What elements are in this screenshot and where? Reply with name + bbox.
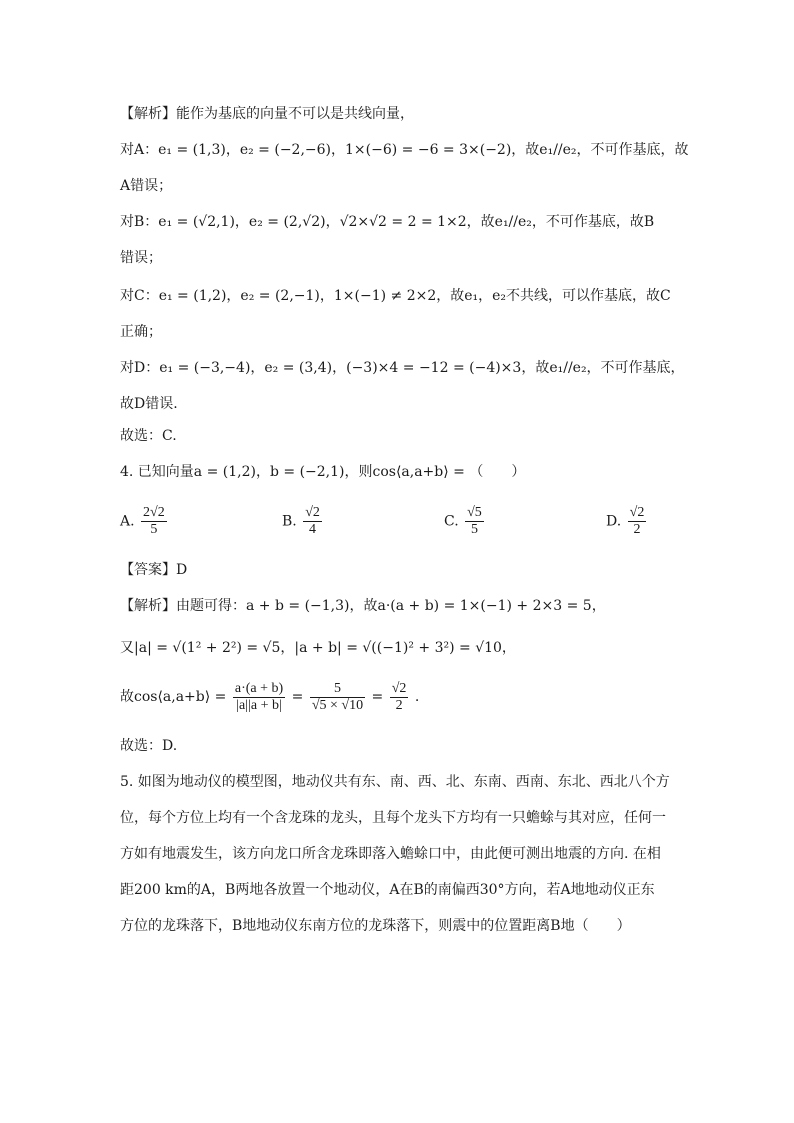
- formula-fraction: [390, 681, 409, 714]
- option-label: B.: [282, 513, 297, 530]
- analysis-line: 【解析】能作为基底的向量不可以是共线向量，: [120, 106, 414, 122]
- analysis-line: 对D：e₁ = (−3,−4)，e₂ = (3,4)，(−3)×4 = −12 = (−4)×3，故e₁//e₂，不可作基底，: [120, 360, 685, 376]
- question-5-line: 5. 如图为地动仪的模型图，地动仪共有东、南、西、北、东南、西南、东北、西北八个方: [120, 774, 670, 790]
- analysis-line: 故D错误.: [120, 396, 178, 412]
- question-5-line: 位，每个方位上均有一个含龙珠的龙头，且每个龙头下方均有一只蟾蜍与其对应，任何一: [120, 810, 666, 826]
- option-fraction: [141, 505, 167, 538]
- equals-sign: =: [371, 689, 384, 705]
- fraction-numerator: √2: [391, 680, 407, 696]
- fraction-denominator: 5: [470, 522, 478, 537]
- option-label: C.: [444, 513, 459, 530]
- equals-sign: =: [291, 689, 304, 705]
- formula-prefix: 故cos⟨a,a+b⟩ =: [120, 689, 227, 705]
- fraction-numerator: √5: [467, 505, 482, 520]
- fraction-denominator: 4: [309, 522, 317, 537]
- fraction-denominator: 5: [150, 522, 158, 537]
- fraction-denominator: |a||a + b|: [236, 697, 282, 713]
- analysis-line: 对C：e₁ = (1,2)，e₂ = (2,−1)，1×(−1) ≠ 2×2，故e₁，e₂不共线，可以作基底，故C: [120, 288, 671, 304]
- option-fraction: [465, 505, 484, 538]
- fraction-denominator: √5 × √10: [311, 697, 364, 713]
- analysis-line: 正确；: [120, 324, 162, 340]
- fraction-numerator: a·(a + b): [234, 680, 284, 696]
- option-c: [444, 505, 486, 538]
- fraction-numerator: 5: [310, 681, 365, 698]
- analysis-line: 对B：e₁ = (√2,1)，e₂ = (2,√2)，√2×√2 = 2 = 1×2，故e₁//e₂，不可作基底，故B: [120, 214, 655, 230]
- fraction-numerator: √2: [629, 505, 645, 520]
- option-label: A.: [120, 513, 135, 530]
- formula-end: .: [414, 689, 420, 705]
- option-fraction: [303, 505, 322, 538]
- analysis-line: 对A：e₁ = (1,3)，e₂ = (−2,−6)，1×(−6) = −6 = 3×(−2)，故e₁//e₂，不可作基底，故: [120, 142, 689, 158]
- analysis-line: A错误；: [120, 178, 173, 194]
- analysis-line: 错误；: [120, 250, 162, 266]
- question-4-stem: 4. 已知向量a = (1,2)，b = (−2,1)，则cos⟨a,a+b⟩ = （ ）: [120, 464, 526, 480]
- answer-choice: 故选：C.: [120, 428, 177, 444]
- question-5-line: 距200 km的A，B两地各放置一个地动仪，A在B的南偏西30°方向，若A地地动仪正东: [120, 882, 655, 898]
- option-fraction: [628, 505, 647, 538]
- option-b: [282, 505, 324, 538]
- option-label: D.: [606, 513, 622, 530]
- answer-choice: 故选：D.: [120, 738, 178, 754]
- fraction-denominator: 2: [633, 522, 641, 537]
- fraction-numerator: √2: [305, 505, 320, 520]
- question-5-line: 方如有地震发生，该方向龙口所含龙珠即落入蟾蜍口中，由此便可测出地震的方向. 在相: [120, 846, 661, 862]
- formula-fraction: [310, 681, 365, 714]
- option-d: [606, 505, 648, 538]
- analysis-formula-line: [120, 680, 680, 724]
- fraction-numerator: 2√2: [143, 505, 165, 520]
- question-5-line: 方位的龙珠落下，B地地动仪东南方位的龙珠落下，则震中的位置距离B地（ ）: [120, 918, 631, 934]
- option-a: [120, 505, 169, 538]
- answer-line: 【答案】D: [120, 562, 188, 578]
- analysis-line: 又|a| = √(1² + 2²) = √5，|a + b| = √((−1)² + 3²) = √10，: [120, 640, 516, 656]
- fraction-denominator: 2: [395, 697, 403, 713]
- formula-fraction: [233, 681, 285, 714]
- analysis-line: 【解析】由题可得：a + b = (−1,3)，故a·(a + b) = 1×(−1) + 2×3 = 5，: [120, 598, 606, 614]
